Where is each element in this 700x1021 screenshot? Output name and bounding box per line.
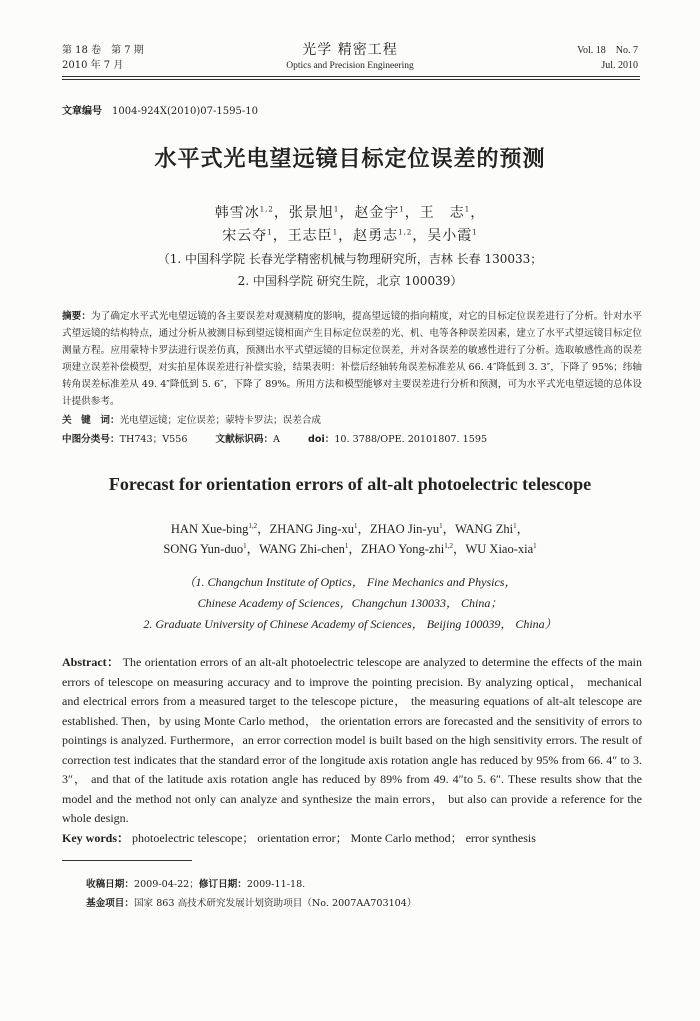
doc-code-value: A [273, 434, 280, 445]
volume-issue-cn: 第 18 卷 第 7 期 [62, 45, 144, 56]
keywords-en [62, 829, 536, 846]
keywords-cn [62, 412, 321, 426]
authors-en-line-1 [0, 519, 700, 537]
abstract-en [62, 653, 642, 829]
doc-code-label: 文献标识码： [215, 434, 274, 445]
article-number-value: 1004-924X(2010)07-1595-10 [112, 106, 258, 117]
abstract-cn-label: 摘要： [62, 311, 92, 322]
footnote-fund [86, 895, 416, 909]
keywords-en-text: photoelectric telescope； orientation error； Monte Carlo method； error synthesis [129, 831, 536, 845]
author-cn: 赵金宇$^1$， [354, 205, 420, 221]
title-cn: 水平式光电望远镜目标定位误差的预测 [154, 147, 546, 172]
author-cn: 王 志$^1$， [419, 205, 486, 221]
received-label: 收稿日期： [86, 879, 134, 890]
journal-name [200, 41, 500, 73]
author-en: WANG Zhi-chen$^1$， [259, 541, 361, 556]
affiliation-cn-1: （1. 中国科学院 长春光学精密机械与物理研究所，吉林 长春 130033； [157, 252, 543, 266]
journal-name-cn: 光学 精密工程 [302, 42, 398, 58]
authors-cn-line-1 [0, 202, 700, 222]
author-en: WU Xiao-xia$^1$ [465, 541, 537, 556]
doi-value: 10. 3788/OPE. 20101807. 1595 [334, 434, 488, 445]
footnote-dates [86, 876, 305, 890]
author-en: ZHAO Yong-zhi$^{1,2}$， [360, 541, 466, 556]
abstract-cn-text: 为了确定水平式光电望远镜的各主要误差对观测精度的影响，提高望远镜的指向精度，对它的目标定位误差进行了分析。针对水平式望远镜的结构特点，通过分析从被测目标到望远镜相面产生目标定位误差的光、机、电等各种误差因素，建立了水平式望远镜目标定位测量方程。应用蒙特卡罗法进行误差仿真，预测出水平式望远镜的目标定位误差，并对各误差的敏感性进行了分析。选取敏感性高的误差项建立误差补偿模型，对实拍星体误差进行补偿实验，结果表明：补偿后经轴转角误差标准差从 66. 4″降低到 3. 3″，下降了 95%；纬轴转角误差标准差从 49. 4″降低到 5. 6″，下降了 89%。所用方法和模型能够对主要误差进行分析和预测，可为水平式光电望远镜的总体设计提供参考。 [62, 311, 643, 407]
keywords-en-label: Key words： [62, 831, 129, 845]
clc-value: TH743；V556 [119, 434, 188, 445]
affiliation-en-2: Chinese Academy of Sciences，Changchun 130033， China； [197, 596, 503, 610]
volume-issue-en: Vol. 18 No. 7 [577, 45, 638, 56]
keywords-cn-label: 关 键 词： [62, 415, 120, 426]
fund-value: 国家 863 高技术研究发展计划资助项目（No. 2007AA703104） [133, 898, 417, 909]
revised-value: 2009-11-18. [246, 879, 306, 890]
abstract-en-text: The orientation errors of an alt-alt photoelectric telescope are analyzed to determine the effects of the main errors of telescope on measuring accuracy and to improve the pointing precision. By analyzing optical， mechanical and electrical errors from a measured target to the telescope picture， the measuring equations of alt-alt telescope are established. Then，by using Monte Carlo method， the orientation errors are forecasted and the sensitivity of errors to pointings is analyzed. Furthermore，an error correction model is built based on the high sensitivity errors. The result of correction test indicates that the standard error of the longitude axis rotation angle has reduced by 95% from 66. 4″ to 3. 3″， and that of the latitude axis rotation angle has reduced by 89% from 49. 4″to 5. 6″. These results show that the model and the method not only can analyze and synthesize the main errors， but also can provide a reference for the whole design. [62, 655, 642, 825]
author-en: ZHAO Jin-$yu^1$， [369, 521, 456, 536]
journal-name-en: Optics and Precision Engineering [286, 61, 414, 71]
fund-label: 基金项目： [86, 898, 134, 909]
running-header-right [577, 43, 638, 73]
authors-cn-line-2 [0, 225, 700, 245]
author-en: SONG Yun-duo$^1$， [163, 541, 260, 556]
date-en: Jul. 2010 [601, 60, 638, 71]
author-cn: 吴小霞$^1$ [427, 228, 478, 244]
clc-label: 中图分类号： [62, 434, 120, 445]
article-number [62, 102, 258, 117]
footnote-rule [62, 860, 192, 861]
author-en: WANG Zhi$^1$， [455, 521, 530, 536]
author-cn: 韩雪冰$^{1,2}$， [214, 205, 289, 221]
header-rule [62, 76, 640, 77]
author-cn: 王志臣$^1$， [287, 228, 354, 244]
author-en: ZHANG Jing-$xu^1$， [269, 521, 370, 536]
abstract-cn [62, 308, 642, 410]
affiliation-en-3: 2. Graduate University of Chinese Academy of Sciences， Beijing 100039， China） [143, 617, 557, 631]
header-rule-thin [62, 79, 640, 80]
author-cn: 宋云夺$^1$， [222, 228, 288, 244]
affiliation-en-1: （1. Changchun Institute of Optics， Fine Mechanics and Physics， [183, 575, 517, 589]
article-number-label: 文章编号 [62, 106, 102, 117]
running-header-left [62, 43, 144, 73]
received-value: 2009-04-22； [133, 879, 199, 890]
affiliation-cn-2: 2. 中国科学院 研究生院，北京 100039） [237, 274, 463, 288]
classification [62, 431, 642, 445]
abstract-en-label: Abstract： [62, 655, 120, 669]
authors-en-line-2 [0, 539, 700, 557]
author-cn: 张景旭$^1$， [288, 205, 355, 221]
doi-label: doi： [307, 434, 335, 445]
date-cn: 2010 年 7 月 [62, 60, 124, 71]
title-en: Forecast for orientation errors of alt-alt photoelectric telescope [108, 474, 592, 494]
revised-label: 修订日期： [198, 879, 247, 890]
author-cn: 赵勇志$^{1,2}$， [353, 228, 428, 244]
author-en: HAN Xue-bing$^{1,2}$， [170, 521, 270, 536]
keywords-cn-text: 光电望远镜；定位误差；蒙特卡罗法；误差合成 [119, 415, 322, 426]
